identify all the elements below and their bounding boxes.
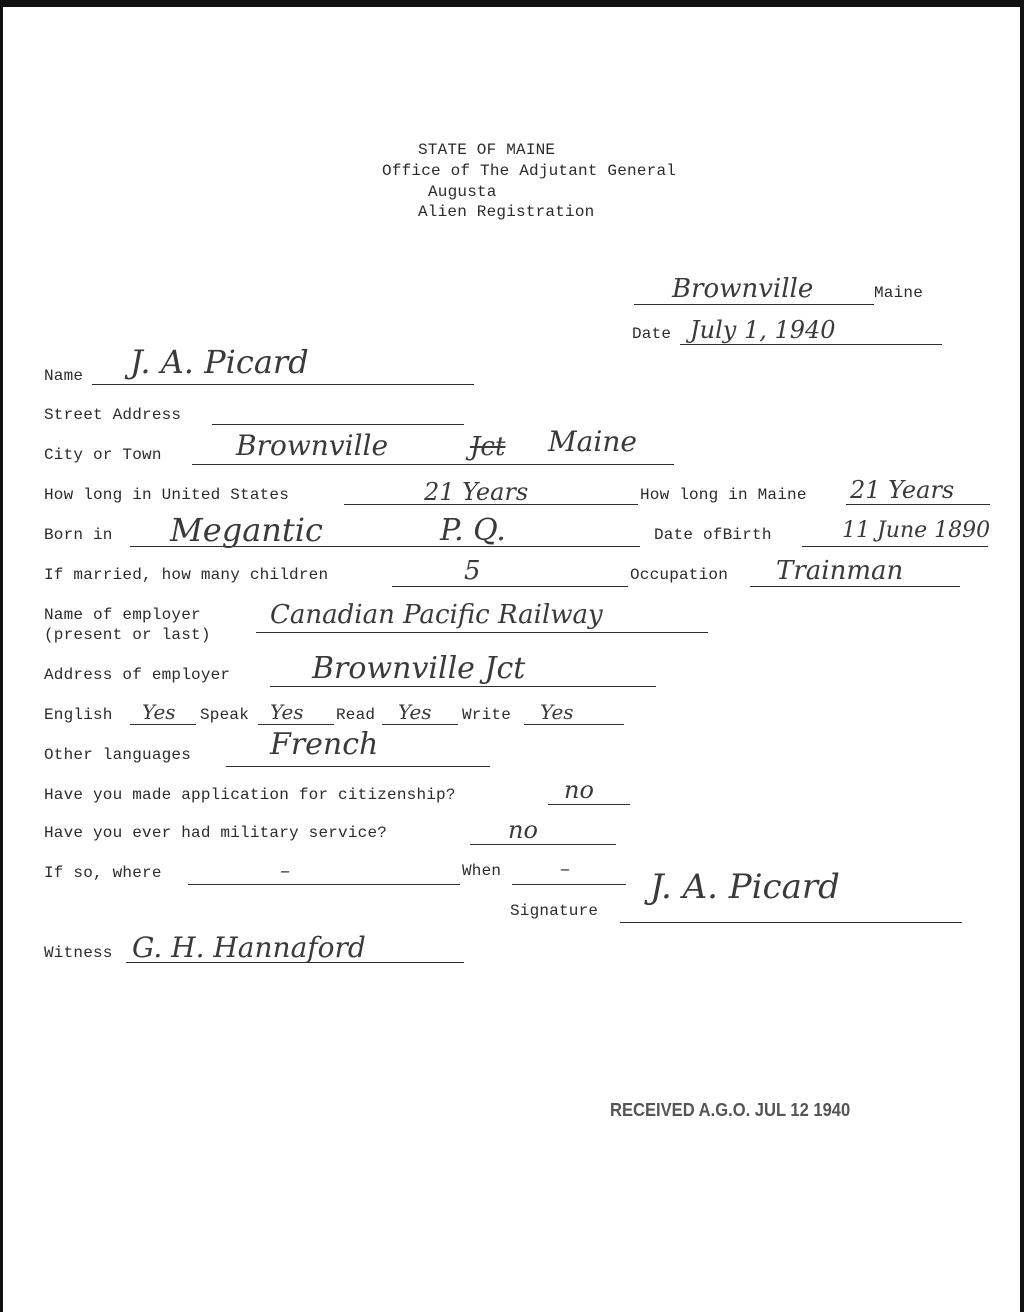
write-underline bbox=[524, 724, 624, 725]
maine-years-value: 21 Years bbox=[850, 476, 955, 504]
born-in-label: Born in bbox=[44, 526, 113, 544]
dob-value: 11 June 1890 bbox=[842, 518, 991, 543]
header-title: Alien Registration bbox=[418, 203, 595, 221]
children-label: If married, how many children bbox=[44, 566, 329, 584]
employer-address-value: Brownville Jct bbox=[312, 651, 526, 686]
read-underline bbox=[382, 724, 458, 725]
scan-border-top bbox=[0, 0, 1024, 7]
witness-label: Witness bbox=[44, 944, 113, 962]
when-underline bbox=[512, 884, 626, 885]
signature-underline bbox=[620, 922, 962, 923]
english-label: English bbox=[44, 706, 113, 724]
place-value: Brownville bbox=[672, 274, 814, 304]
scan-border-left bbox=[0, 0, 3, 1312]
employer-address-underline bbox=[270, 686, 656, 687]
employer-value: Canadian Pacific Railway bbox=[270, 600, 603, 630]
place-underline bbox=[634, 304, 874, 305]
received-stamp: RECEIVED A.G.O. JUL 12 1940 bbox=[610, 1100, 851, 1120]
street-address-label: Street Address bbox=[44, 406, 182, 424]
employer-label: Name of employer bbox=[44, 606, 201, 624]
occupation-label: Occupation bbox=[630, 566, 729, 584]
place-suffix: Maine bbox=[874, 284, 924, 302]
born-in-value: Megantic bbox=[170, 511, 323, 549]
header-office: Office of The Adjutant General bbox=[382, 162, 677, 180]
where-underline bbox=[188, 884, 460, 885]
us-years-value: 21 Years bbox=[424, 478, 529, 506]
city-value: Brownville bbox=[236, 429, 389, 462]
citizenship-label: Have you made application for citizenship? bbox=[44, 786, 456, 804]
write-value: Yes bbox=[540, 700, 574, 724]
signature-value: J. A. Picard bbox=[650, 867, 840, 907]
witness-value: G. H. Hannaford bbox=[132, 931, 366, 964]
name-value: J. A. Picard bbox=[130, 343, 309, 381]
read-label: Read bbox=[336, 706, 376, 724]
date-underline bbox=[680, 344, 942, 345]
dob-label: Date ofBirth bbox=[654, 526, 772, 544]
us-years-label: How long in United States bbox=[44, 486, 290, 504]
maine-years-underline bbox=[846, 504, 990, 505]
occupation-underline bbox=[750, 586, 960, 587]
signature-label: Signature bbox=[510, 902, 599, 920]
other-languages-label: Other languages bbox=[44, 746, 192, 764]
when-value: – bbox=[560, 856, 570, 880]
other-languages-value: French bbox=[270, 727, 379, 762]
speak-underline bbox=[258, 724, 334, 725]
citizenship-value: no bbox=[564, 776, 594, 804]
name-label: Name bbox=[44, 367, 84, 385]
write-label: Write bbox=[462, 706, 512, 724]
where-value: – bbox=[280, 858, 290, 882]
name-underline bbox=[92, 384, 474, 385]
read-value: Yes bbox=[398, 700, 432, 724]
military-underline bbox=[470, 844, 616, 845]
children-underline bbox=[392, 586, 628, 587]
city-state-value: Maine bbox=[548, 425, 637, 458]
speak-value: Yes bbox=[270, 700, 304, 724]
where-label: If so, where bbox=[44, 864, 162, 882]
street-address-underline bbox=[212, 424, 464, 425]
speak-label: Speak bbox=[200, 706, 250, 724]
other-languages-underline bbox=[226, 766, 490, 767]
city-label: City or Town bbox=[44, 446, 162, 464]
header-state: STATE OF MAINE bbox=[418, 141, 556, 159]
city-struck-word: Jct bbox=[470, 432, 506, 462]
header-city: Augusta bbox=[428, 183, 497, 201]
employer-underline bbox=[256, 632, 708, 633]
city-underline bbox=[192, 464, 674, 465]
occupation-value: Trainman bbox=[776, 556, 904, 586]
english-underline bbox=[130, 724, 196, 725]
military-value: no bbox=[508, 816, 538, 844]
when-label: When bbox=[462, 862, 502, 880]
military-label: Have you ever had military service? bbox=[44, 824, 388, 842]
citizenship-underline bbox=[548, 804, 630, 805]
date-label: Date bbox=[632, 325, 672, 343]
employer-sublabel: (present or last) bbox=[44, 626, 211, 644]
date-value: July 1, 1940 bbox=[690, 316, 836, 344]
scan-border-right bbox=[1020, 0, 1024, 1312]
dob-underline bbox=[802, 546, 988, 547]
children-value: 5 bbox=[464, 556, 481, 586]
english-value: Yes bbox=[142, 700, 176, 724]
born-in-province: P. Q. bbox=[440, 513, 506, 548]
employer-address-label: Address of employer bbox=[44, 666, 231, 684]
maine-years-label: How long in Maine bbox=[640, 486, 807, 504]
